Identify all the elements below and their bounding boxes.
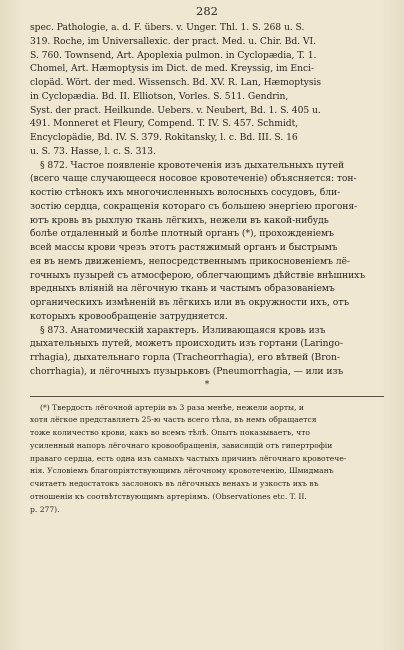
text-line: костію стѣнокъ ихъ многочисленныхъ волосныхъ сосудовъ, бли-: [30, 187, 341, 198]
page-number: 282: [196, 4, 218, 18]
text-line: Chomel, Art. Hæmoptysis im Dict. de med. Kreyssig, im Enci-: [30, 63, 314, 75]
text-line: всей массы крови чрезъ этотъ растяжимый органъ и быстрымъ: [30, 242, 338, 253]
text-line: Encyclopädie, Bd. IV. S. 379. Rokitansky, l. c. Bd. III. S. 16: [30, 132, 298, 143]
footnote-line: отношеніи къ соотвѣтствующимъ артеріямъ. (Observationes etc. T. II.: [30, 492, 307, 502]
footnote-line: p. 277).: [30, 504, 60, 514]
text-line: (всего чаще случающееся носовое кровотеченіе) объясняется: тон-: [30, 173, 357, 185]
text-line: дыхательныхъ путей, можетъ происходить изъ гортани (Laringo-: [30, 338, 343, 350]
text-line: clopäd. Wört. der med. Wissensch. Bd. XV. R. Lan, Hæmoptysis: [30, 77, 322, 88]
footnote-divider: [30, 396, 384, 397]
footnote-line: хотя лёгкое представляетъ 25-ю часть всего тѣла, въ немъ обращается: [30, 415, 317, 425]
text-line: органическихъ измѣненій въ лёгкихъ или въ окружности ихъ, отъ: [30, 297, 350, 308]
separator-mark: *: [204, 379, 210, 390]
text-line: S. 760. Townsend, Art. Apoplexia pulmon. in Cyclopædia, T. 1.: [30, 49, 317, 61]
text-line: § 873. Анатомическій характеръ. Изливающаяся кровь изъ: [40, 324, 326, 336]
paragraph-873: [30, 324, 384, 379]
paragraph-872: [30, 159, 384, 324]
text-line: гочныхъ пузырей съ атмосферою, облегчающимъ дѣйствіе внѣшнихъ: [30, 269, 366, 281]
text-line: spec. Pathologie, a. d. F. übers. v. Unger. Thl. 1. S. 268 u. S.: [30, 22, 305, 33]
text-line: которыхъ кровообращеніе затрудняется.: [30, 310, 228, 322]
footnote-line: праваго сердца, есть одна изъ самыхъ частыхъ причинъ лёгочнаго кровотече-: [30, 453, 347, 463]
footnote-line: (*) Твердость лёгочной артеріи въ 3 раза менѣе, нежели аорты, и: [40, 402, 304, 412]
footnote-line: считаетъ недостатокъ заслонокъ въ лёгочныхъ венахъ и узкость ихъ въ: [30, 479, 319, 489]
text-line: болѣе отдаленный и болѣе плотный органъ (*), прохожденіемъ: [30, 228, 334, 240]
text-line: ютъ кровь въ рыхлую ткань лёгкихъ, нежели въ какой-нибудь: [30, 214, 329, 226]
text-line: Syst. der pract. Heilkunde. Uebers. v. Neubert, Bd. 1. S. 405 u.: [30, 104, 321, 116]
text-line: in Cyclopædia. Bd. II. Elliotson, Vorles. S. 511. Gendrin,: [30, 90, 289, 102]
footnote-line: усиленный напоръ лёгочнаго кровообращенія, зависящій отъ гипертрофіи: [30, 440, 333, 450]
text-line: 491. Monneret et Fleury, Compend. T. IV. S. 457. Schmidt,: [30, 118, 299, 130]
text-line: rrhagia), дыхательнаго горла (Tracheorrhagia), его вѣтвей (Bron-: [30, 352, 340, 363]
main-text: [30, 21, 384, 379]
text-line: u. S. 73. Hasse, l. c. S. 313.: [30, 145, 156, 157]
text-line: зостію сердца, сокращенія котораго съ большею энергіею прогоня-: [30, 200, 358, 212]
text-line: ея въ немъ движеніемъ, непосредственнымъ прикосновеніемъ лё-: [30, 255, 350, 267]
text-line: chorrhagia), и лёгочныхъ пузырьковъ (Pneumorrhagia, — или изъ: [30, 365, 344, 377]
text-line: § 872. Частое появленіе кровотеченія изъ дыхательныхъ путей: [40, 159, 345, 171]
footnote-line: тоже количество крови, какъ во всемъ тѣлѣ. Опытъ показываетъ, что: [30, 428, 310, 438]
text-line: 319. Roche, im Universallexic. der pract. Med. u. Chir. Bd. VI.: [30, 35, 316, 47]
footnote-line: нія. Условіемъ благопріятствующимъ лёгочному кровотеченію, Шмидманъ: [30, 466, 334, 476]
bibliography-block: [30, 21, 384, 159]
footnote: [30, 402, 384, 517]
text-line: вредныхъ вліяній на лёгочную ткань и частымъ образованіемъ: [30, 283, 335, 295]
